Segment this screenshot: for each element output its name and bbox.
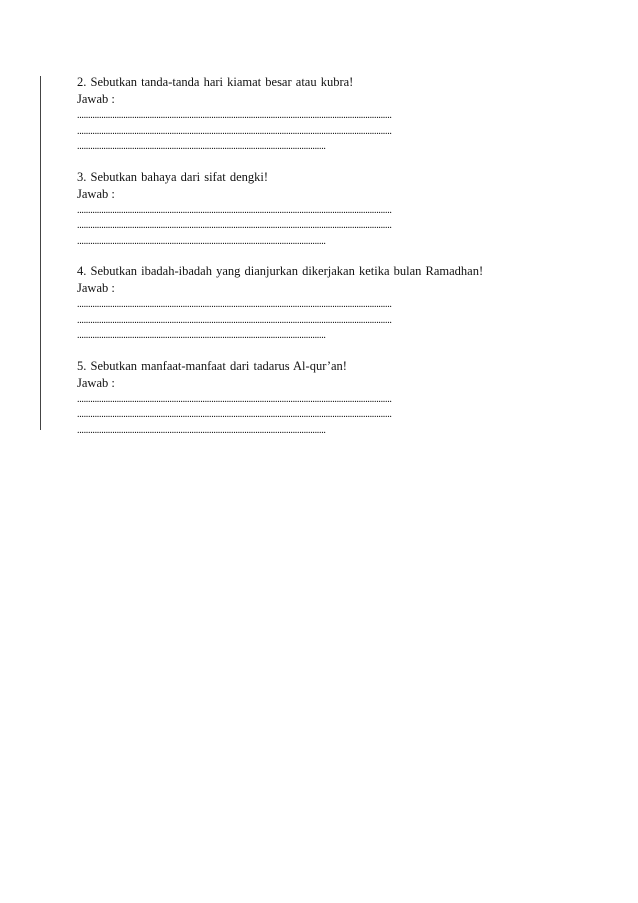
answer-line: ............................................................................................................................................... <box>77 314 392 326</box>
answer-label: Jawab : <box>77 92 115 106</box>
answer-label: Jawab : <box>77 186 115 201</box>
answer-line: ............................................................................................................................................... <box>77 393 392 405</box>
answer-line: ................................................................................................................. <box>77 330 326 341</box>
question-text: 3. Sebutkan bahaya dari sifat dengki! <box>77 169 269 184</box>
question-5 <box>77 358 561 439</box>
answer-line: ................................................................................................................. <box>77 141 326 152</box>
answer-line: ............................................................................................................................................... <box>77 220 392 231</box>
answer-line: ................................................................................................................. <box>77 235 326 247</box>
question-text: 5. Sebutkan manfaat-manfaat dari tadarus Al-qur’an! <box>77 358 347 373</box>
answer-line: ............................................................................................................................................... <box>77 409 392 420</box>
answer-label: Jawab : <box>77 281 115 295</box>
answer-line: ............................................................................................................................................... <box>77 299 392 310</box>
worksheet-content <box>77 74 561 452</box>
answer-line: ............................................................................................................................................... <box>77 125 392 137</box>
question-3 <box>77 169 561 250</box>
question-text: 4. Sebutkan ibadah-ibadah yang dianjurkan dikerjakan ketika bulan Ramadhan! <box>77 264 484 278</box>
question-text: 2. Sebutkan tanda-tanda hari kiamat besar atau kubra! <box>77 75 354 89</box>
question-2 <box>77 74 561 155</box>
answer-line: ................................................................................................................. <box>77 424 326 436</box>
answer-line: ............................................................................................................................................... <box>77 204 392 216</box>
answer-line: ............................................................................................................................................... <box>77 110 392 121</box>
answer-label: Jawab : <box>77 375 115 390</box>
question-4 <box>77 263 561 344</box>
margin-rule <box>40 76 41 430</box>
